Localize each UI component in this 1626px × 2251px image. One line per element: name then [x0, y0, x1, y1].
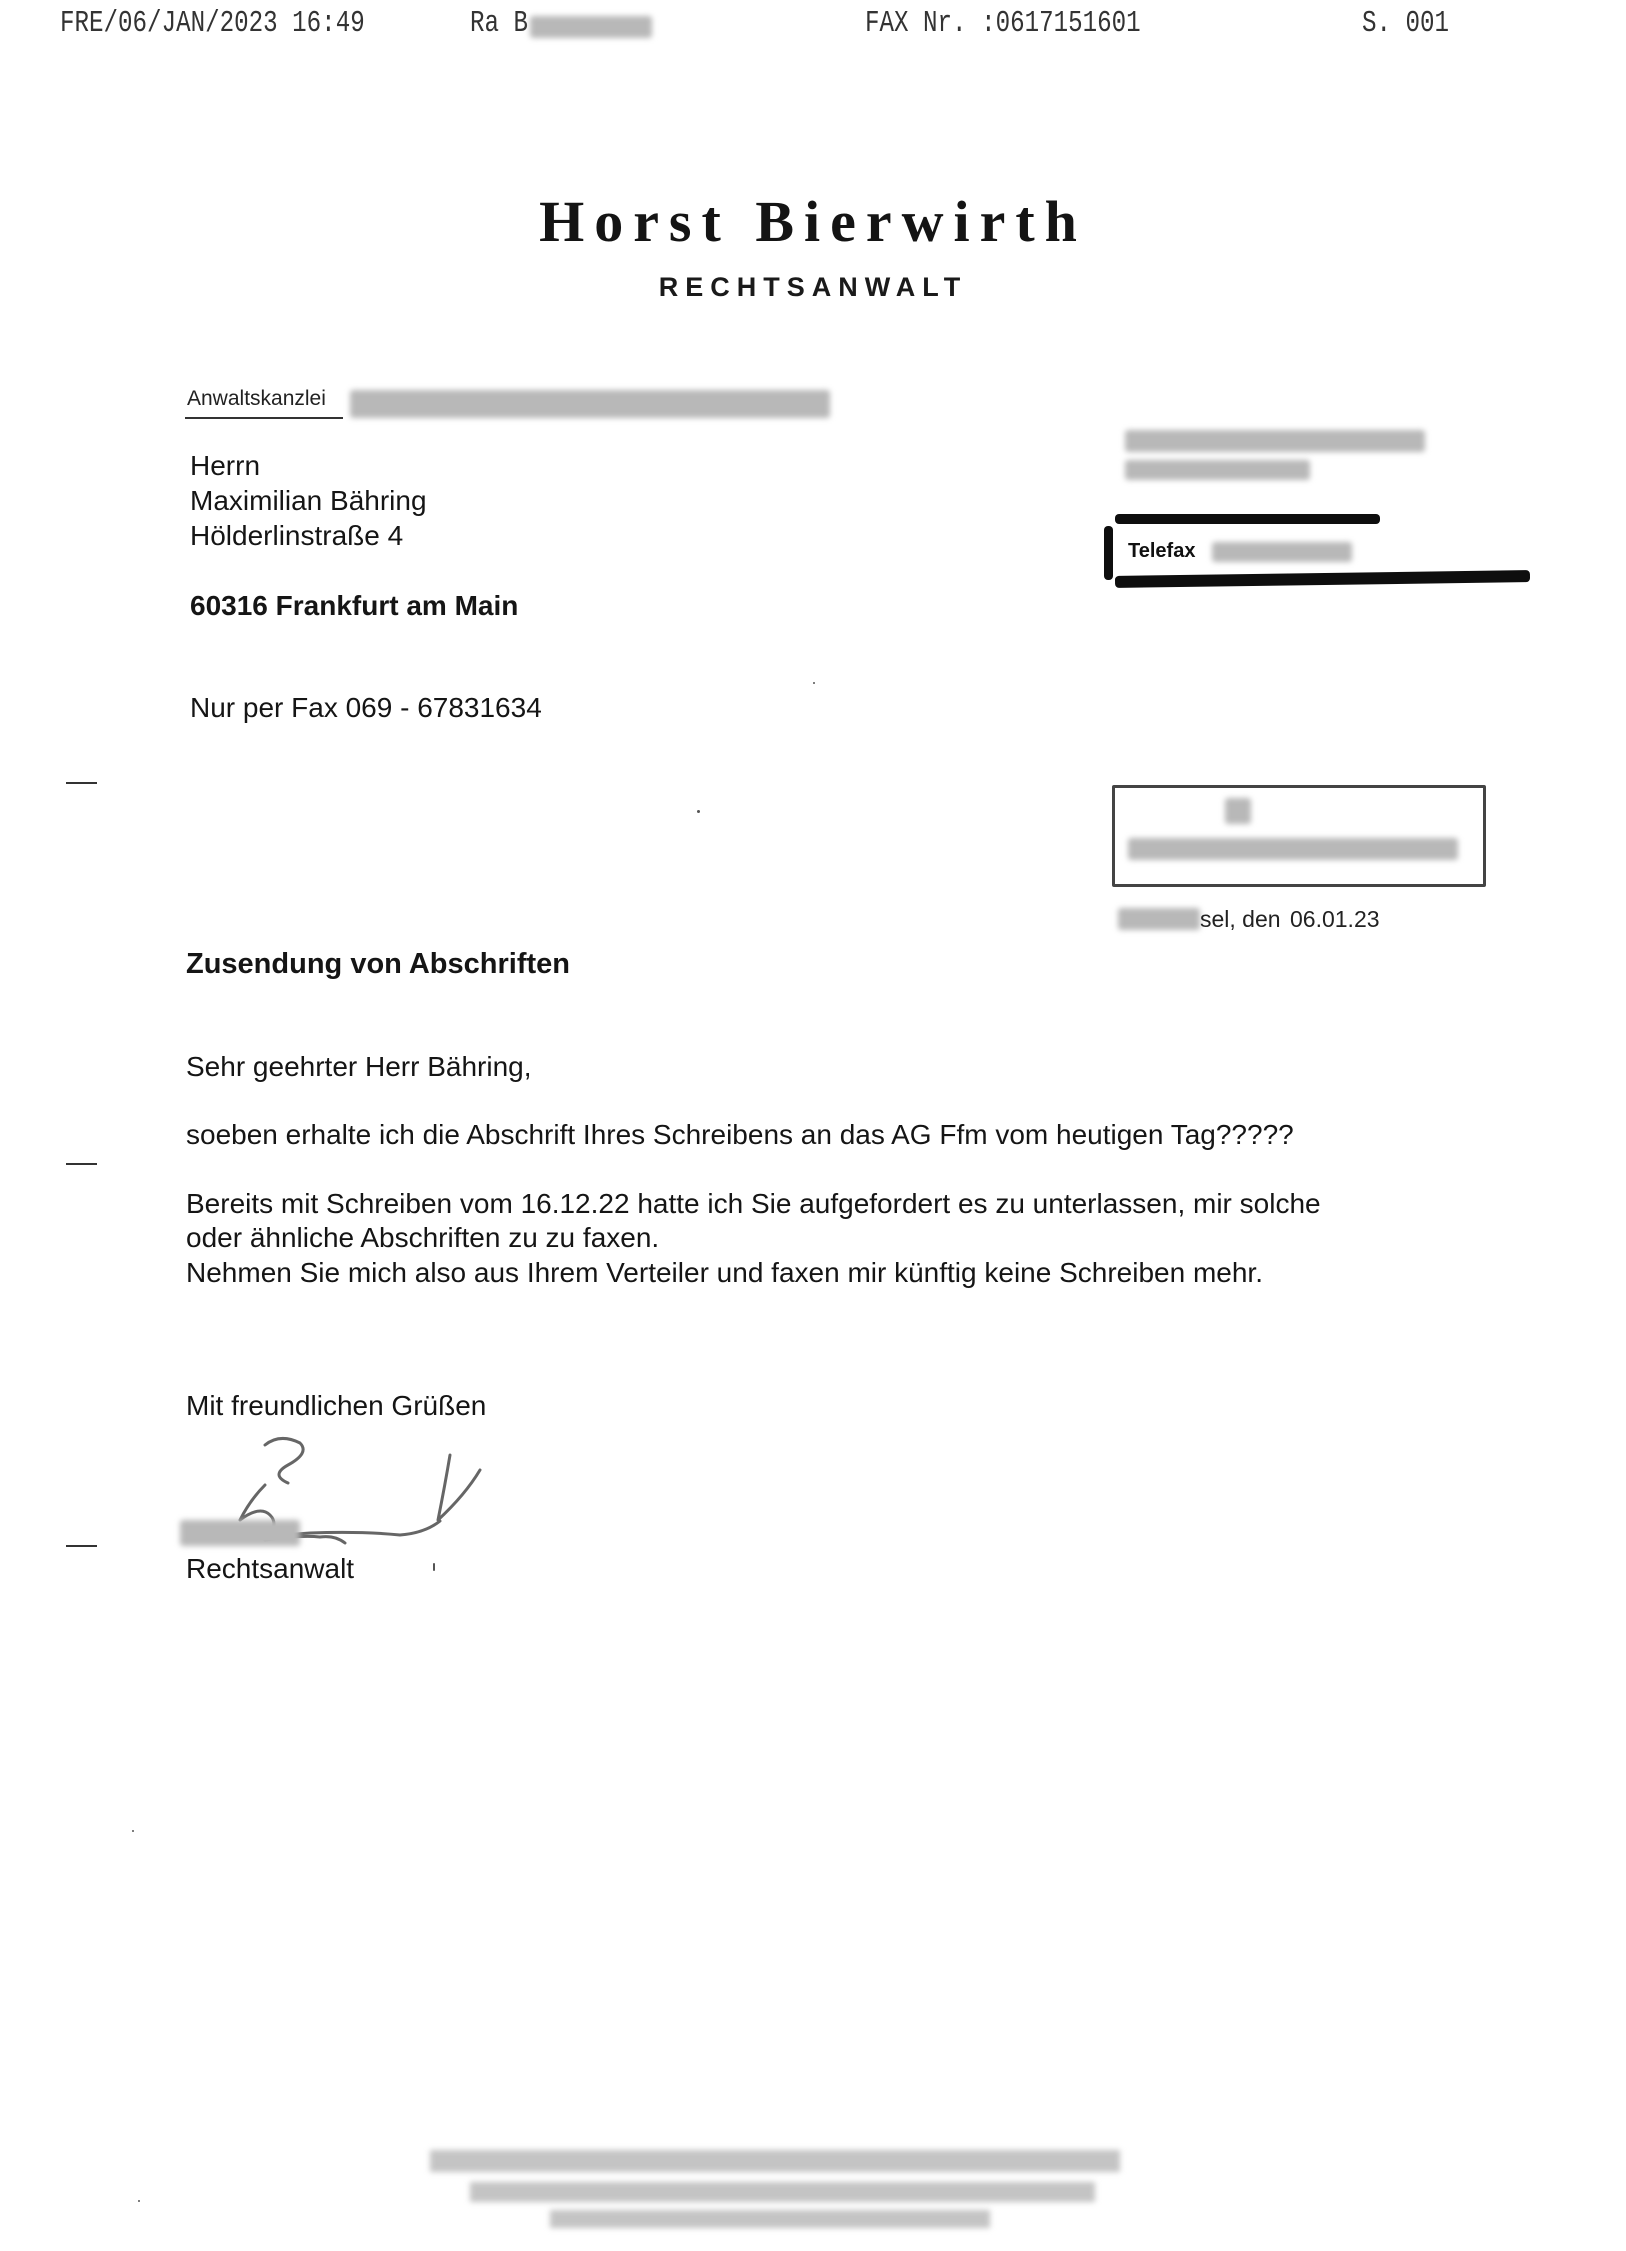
letter-paragraph-2-line-3: Nehmen Sie mich also aus Ihrem Verteiler und faxen mir künftig keine Schreiben mehr.: [186, 1257, 1263, 1288]
scan-speck: [132, 1830, 134, 1832]
letter-paragraph-2-line-1: Bereits mit Schreiben vom 16.12.22 hatte ich Sie aufgefordert es zu unterlassen, mir solche: [186, 1188, 1321, 1219]
footer-redaction-line-3: [550, 2210, 990, 2228]
letter-date: 06.01.23: [1290, 906, 1380, 932]
letter-paragraph-2-line-2: oder ähnliche Abschriften zu zu faxen.: [186, 1222, 660, 1253]
scan-speck: [433, 1563, 435, 1571]
contact-redaction-bar-left: [1104, 526, 1113, 580]
stamp-redaction-text: [1128, 838, 1458, 860]
fax-header-page: S. 001: [1362, 6, 1450, 41]
contact-address-redaction-1: [1125, 430, 1425, 452]
sender-line-prefix: Anwaltskanzlei: [187, 387, 326, 410]
recipient-city: 60316 Frankfurt am Main: [190, 590, 519, 621]
fax-header-sender: Ra B: [470, 6, 529, 41]
scan-speck: [813, 682, 815, 684]
recipient-street: Hölderlinstraße 4: [190, 520, 404, 551]
place-redaction: [1118, 908, 1200, 930]
fax-header-datetime: FRE/06/JAN/2023 16:49: [60, 6, 365, 41]
footer-redaction-line-2: [470, 2182, 1095, 2202]
contact-redaction-bar-top: [1115, 514, 1380, 524]
contact-redaction-bar-bottom: [1115, 570, 1530, 588]
recipient-name: Maximilian Bähring: [190, 485, 427, 516]
letter-paragraph-1: soeben erhalte ich die Abschrift Ihres Schreibens an das AG Ffm vom heutigen Tag?????: [186, 1119, 1294, 1150]
footer-redaction-line-1: [430, 2150, 1120, 2172]
fax-header-fax-number: FAX Nr. :0617151601: [865, 6, 1141, 41]
letterhead-name: Horst Bierwirth: [539, 189, 1087, 254]
contact-fax-redaction: [1212, 542, 1352, 562]
letterhead-title: RECHTSANWALT: [658, 272, 968, 302]
recipient-salutation: Herrn: [190, 450, 261, 481]
contact-address-redaction-2: [1125, 460, 1310, 480]
fold-mark-bottom: [66, 1545, 97, 1547]
sender-line-underline: [185, 417, 343, 419]
scan-speck: [697, 810, 700, 813]
place-suffix: sel, den: [1200, 906, 1281, 932]
letter-greeting: Sehr geehrter Herr Bähring,: [186, 1051, 532, 1082]
scan-speck: [138, 2200, 140, 2202]
fax-header-sender-redaction: [530, 16, 652, 38]
reference-stamp-box: [1112, 785, 1486, 887]
letter-closing: Mit freundlichen Grüßen: [186, 1390, 487, 1421]
fax-only-note: Nur per Fax 069 - 67831634: [190, 692, 542, 723]
stamp-redaction-top: [1225, 798, 1251, 824]
sender-line-redaction: [350, 390, 830, 418]
fold-mark-middle: [66, 1163, 97, 1165]
letter-subject: Zusendung von Abschriften: [186, 948, 570, 980]
signature-role: Rechtsanwalt: [186, 1553, 355, 1584]
signature-name-redaction: [180, 1520, 300, 1546]
fold-mark-top: [66, 782, 97, 784]
contact-fax-label: Telefax: [1128, 540, 1196, 562]
